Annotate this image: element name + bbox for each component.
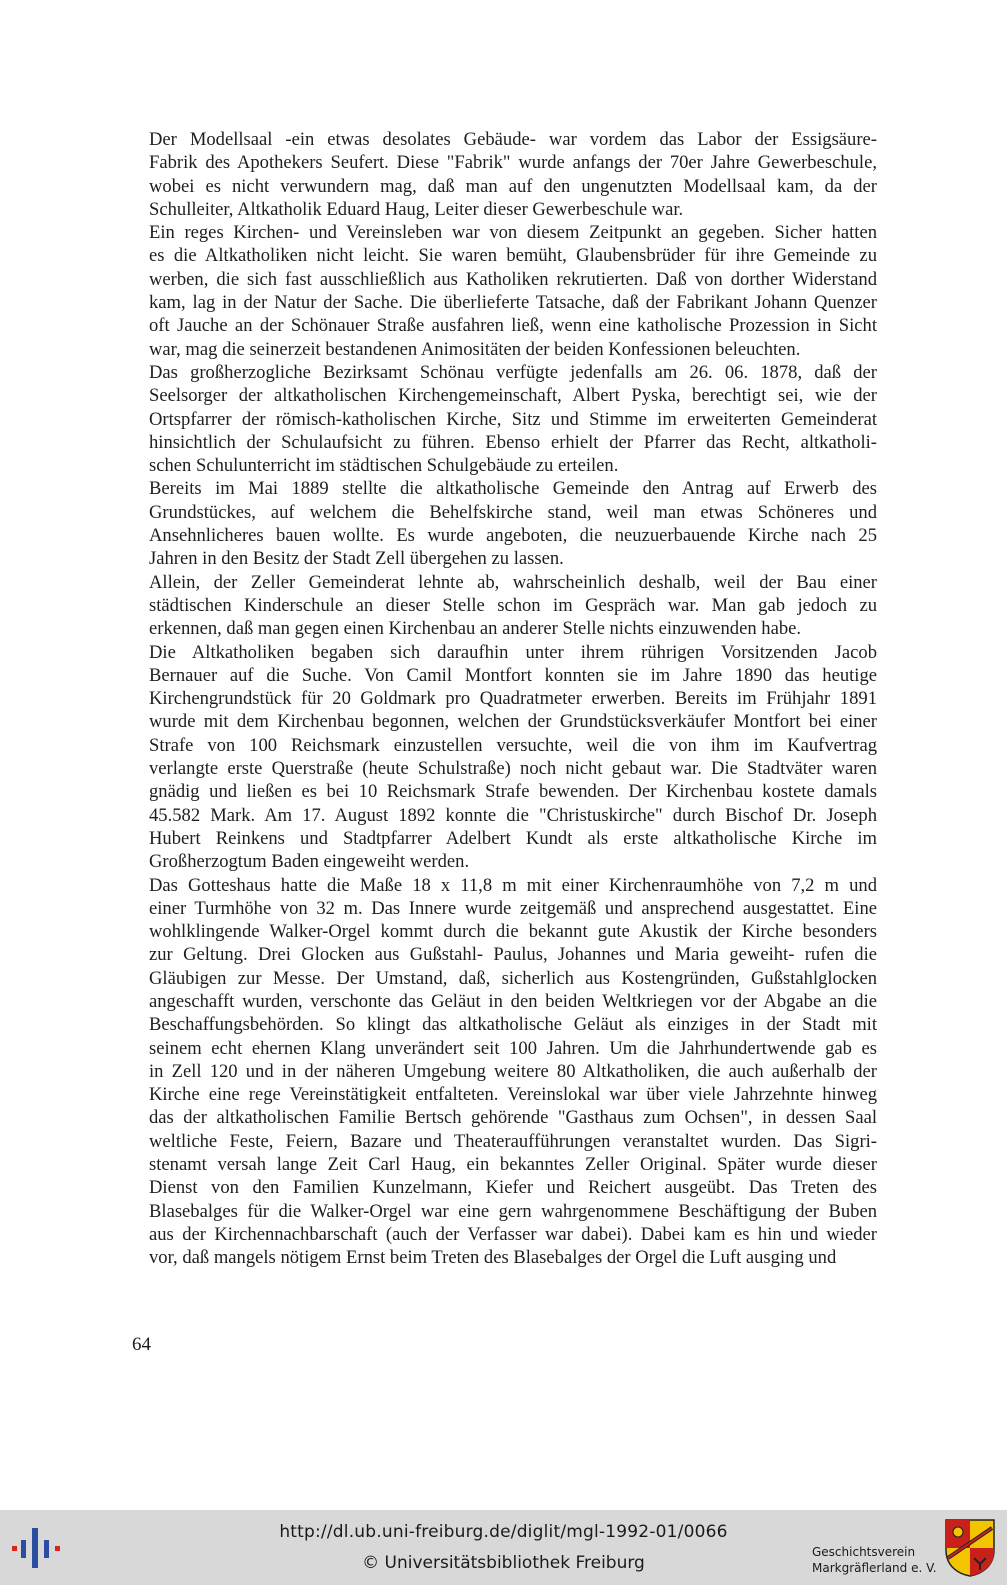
text-line: wurde mit dem Kirchenbau begonnen, welchen der Grundstücksverkäufer Montfort bei einer: [149, 711, 877, 733]
paragraph: [132, 477, 877, 570]
text-line: Jahren in den Besitz der Stadt Zell übergehen zu lassen.: [149, 548, 564, 570]
text-line: Die Altkatholiken begaben sich daraufhin unter ihrem rührigen Vorsitzenden Jacob: [149, 641, 877, 663]
text-line: werben, die sich fast ausschließlich aus Katholiken rekrutierten. Daß von dorther Widerstand: [149, 268, 877, 290]
text-line: angeschafft wurden, verschonte das Geläut in den beiden Weltkriegen vor der Abgabe an die: [149, 990, 877, 1012]
text-line: Ein reges Kirchen- und Vereinsleben war von diesem Zeitpunkt an gegeben. Sicher hatten: [149, 222, 877, 244]
text-line: Großherzogtum Baden eingeweiht werden.: [149, 851, 470, 873]
text-line: war, mag die seinerzeit bestandenen Animositäten der beiden Konfessionen beleuchten.: [149, 338, 801, 360]
text-line: Hubert Reinkens und Stadtpfarrer Adelbert Kundt als erste altkatholische Kirche im: [149, 827, 877, 849]
body-text: [132, 128, 877, 1270]
coat-of-arms-icon: [944, 1518, 996, 1578]
text-line: hinsichtlich der Schulaufsicht zu führen. Ebenso erhielt der Pfarrer das Recht, altkatholi-: [149, 431, 877, 453]
text-line: Grundstückes, auf welchem die Behelfskirche stand, weil man etwas Schöneres und: [149, 501, 877, 523]
paragraph: [132, 571, 877, 641]
text-line: weltliche Feste, Feiern, Bazare und Theateraufführungen veranstaltet wurden. Das Sigri-: [149, 1130, 877, 1152]
text-line: Ansehnlicheres bauen wollte. Es wurde angeboten, die neuzuerbauende Kirche nach 25: [149, 525, 877, 547]
paragraph: [132, 128, 877, 221]
paragraph: [132, 874, 877, 1270]
paragraph: [132, 221, 877, 361]
text-line: schen Schulunterricht im städtischen Schulgebäude zu erteilen.: [149, 455, 619, 477]
society-name-line-1: Geschichtsverein: [812, 1545, 916, 1559]
society-name: [812, 1544, 937, 1576]
text-line: Dienst von den Familien Kunzelmann, Kiefer und Reichert ausgeübt. Das Treten des: [149, 1177, 877, 1199]
text-line: Blasebalges für die Walker-Orgel war eine gern wahrgenommene Beschäftigung der Buben: [149, 1200, 877, 1222]
text-line: Kirche eine rege Vereinstätigkeit entfalteten. Vereinslokal war über viele Jahrzehnte hinweg: [149, 1084, 877, 1106]
text-line: einer Turmhöhe von 32 m. Das Innere wurde zeitgemäß und ansprechend ausgestattet. Eine: [149, 897, 877, 919]
text-line: aus der Kirchennachbarschaft (auch der Verfasser war dabei). Dabei kam es hin und wieder: [149, 1223, 877, 1245]
text-line: Kirchengrundstück für 20 Goldmark pro Quadratmeter erwerben. Bereits im Frühjahr 1891: [149, 688, 877, 710]
text-line: es die Altkatholiken nicht leicht. Sie waren bemüht, Glaubensbrüder für ihre Gemeinde zu: [149, 245, 877, 267]
text-line: erkennen, daß man gegen einen Kirchenbau an anderer Stelle nichts einzuwenden habe.: [149, 618, 802, 640]
text-line: wohlklingende Walker-Orgel kommt durch die bekannt gute Akustik der Kirche besonders: [149, 921, 877, 943]
text-line: oft Jauche an der Schönauer Straße ausfahren ließ, wenn eine katholische Prozession in Sicht: [149, 315, 877, 337]
text-line: das der altkatholischen Familie Bertsch gehörende "Gasthaus zum Ochsen", in dessen Saal: [149, 1107, 877, 1129]
text-line: zur Geltung. Drei Glocken aus Gußstahl- Paulus, Johannes und Maria geweiht- rufen die: [149, 944, 877, 966]
text-line: Schulleiter, Altkatholik Eduard Haug, Leiter dieser Gewerbeschule war.: [149, 198, 684, 220]
text-line: Strafe von 100 Reichsmark einzustellen versuchte, weil die von ihm im Kaufvertrag: [149, 734, 877, 756]
text-line: 45.582 Mark. Am 17. August 1892 konnte die "Christuskirche" durch Bischof Dr. Joseph: [149, 804, 877, 826]
text-line: Seelsorger der altkatholischen Kirchengemeinschaft, Albert Pyska, berechtigt sei, wie der: [149, 385, 877, 407]
text-line: in Zell 120 und in der näheren Umgebung weitere 80 Altkatholiken, die auch außerhalb der: [149, 1060, 877, 1082]
text-line: Allein, der Zeller Gemeinderat lehnte ab, wahrscheinlich deshalb, weil der Bau einer: [149, 571, 877, 593]
text-line: verlangte erste Querstraße (heute Schulstraße) noch nicht gebaut war. Die Stadtväter waren: [149, 758, 877, 780]
text-line: stenamt versah lange Zeit Carl Haug, ein bekanntes Zeller Original. Später wurde dieser: [149, 1154, 877, 1176]
text-line: wobei es nicht verwundern mag, daß man auf den ungenutzten Modellsaal kam, da der: [149, 175, 877, 197]
text-line: Beschaffungsbehörden. So klingt das altkatholische Geläut als einziges in der Stadt mit: [149, 1014, 877, 1036]
paragraph: [132, 361, 877, 477]
text-line: gnädig und ließen es bei 10 Reichsmark Strafe bewenden. Der Kirchenbau kostete damals: [149, 781, 877, 803]
text-line: Der Modellsaal -ein etwas desolates Gebäude- war vordem das Labor der Essigsäure-: [149, 129, 877, 150]
text-line: Das großherzogliche Bezirksamt Schönau verfügte jedenfalls am 26. 06. 1878, daß der: [149, 361, 877, 383]
text-line: seinem echt ehernen Klang unverändert seit 100 Jahren. Um die Jahrhundertwende gab es: [149, 1037, 877, 1059]
page-number: 64: [132, 1334, 151, 1355]
text-line: Fabrik des Apothekers Seufert. Diese "Fabrik" wurde anfangs der 70er Jahre Gewerbeschule,: [149, 152, 877, 174]
viewer-footer: [0, 1510, 1007, 1585]
document-url-link[interactable]: http://dl.ub.uni-freiburg.de/diglit/mgl-1992-01/0066: [279, 1522, 728, 1542]
copyright-notice: © Universitätsbibliothek Freiburg: [362, 1553, 645, 1573]
society-name-line-2: Markgräflerland e. V.: [812, 1561, 937, 1575]
text-line: Bernauer auf die Suche. Von Camil Montfort konnten sie im Jahre 1890 das heutige: [149, 664, 877, 686]
paragraph: [132, 641, 877, 874]
text-line: städtischen Kinderschule an dieser Stelle schon im Gespräch war. Man gab jedoch zu: [149, 594, 877, 616]
text-line: Gläubigen zur Messe. Der Umstand, daß, sicherlich aus Kostengründen, Gußstahlglocken: [149, 967, 877, 989]
text-line: Bereits im Mai 1889 stellte die altkatholische Gemeinde den Antrag auf Erwerb des: [149, 478, 877, 500]
text-line: Das Gotteshaus hatte die Maße 18 x 11,8 m mit einer Kirchenraumhöhe von 7,2 m und: [149, 874, 877, 896]
text-line: Ortspfarrer der römisch-katholischen Kirche, Sitz und Stimme im erweiterten Gemeinderat: [149, 408, 877, 430]
text-line: vor, daß mangels nötigem Ernst beim Treten des Blasebalges der Orgel die Luft ausging und: [149, 1247, 837, 1269]
text-line: kam, lag in der Natur der Sache. Die überlieferte Tatsache, daß der Fabrikant Johann Quenzer: [149, 292, 877, 314]
